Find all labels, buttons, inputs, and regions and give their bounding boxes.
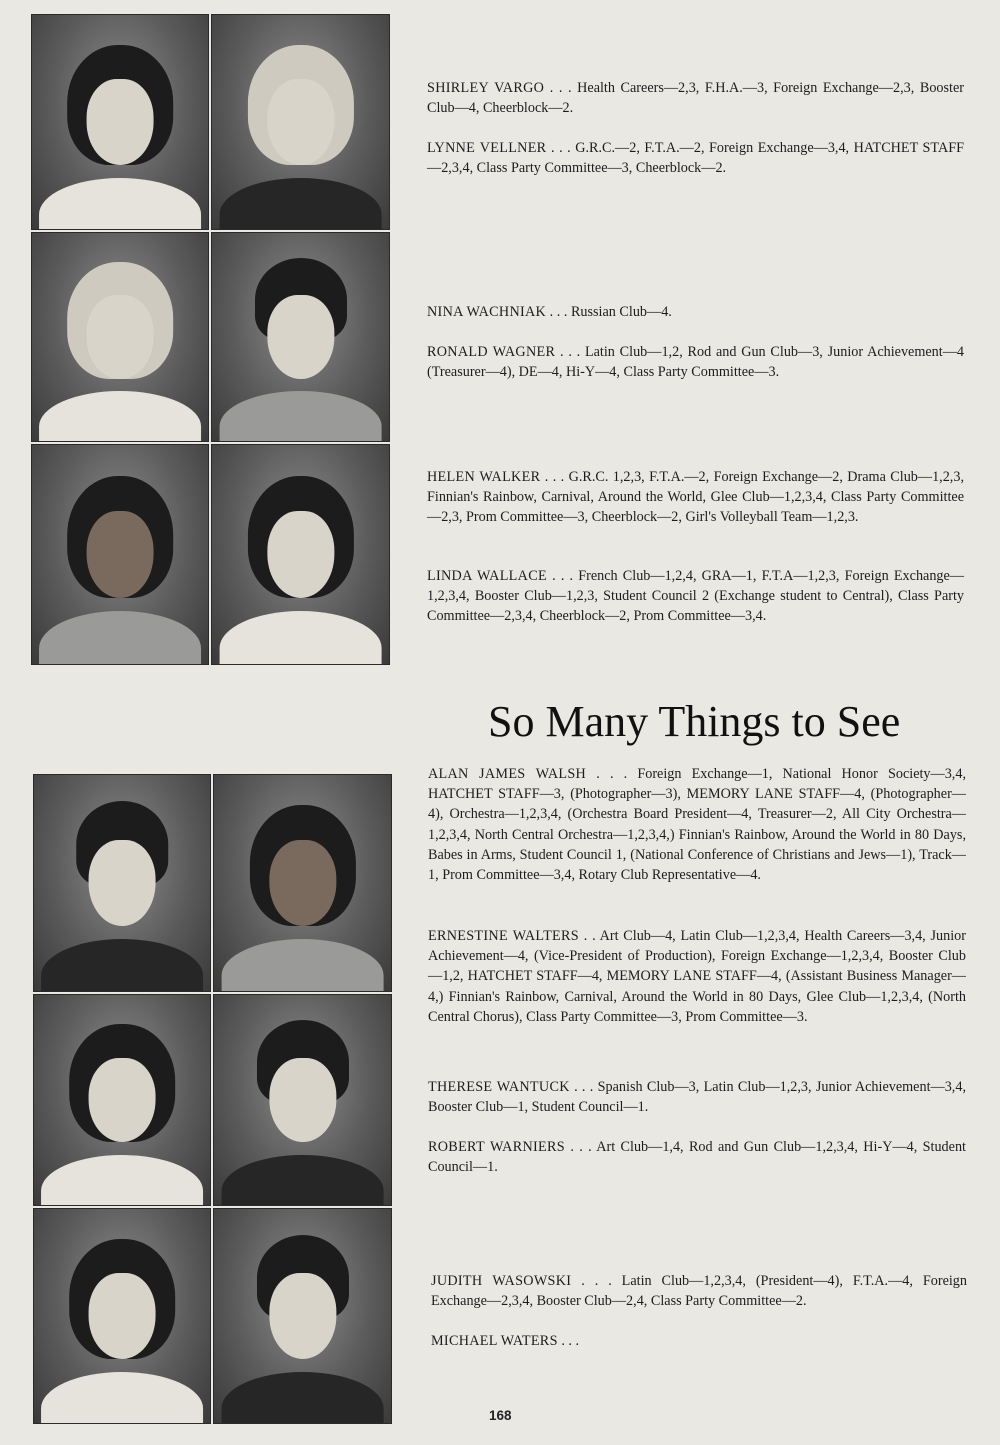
page-number: 168 [489,1408,512,1423]
student-entry [427,138,964,178]
student-entry [427,566,964,627]
portrait-photo [31,444,209,665]
section-heading: So Many Things to See [488,697,901,746]
portrait-photo [211,444,390,665]
student-entry [427,302,964,322]
student-activities: . . . Latin Club—1,2,3,4, (President—4), F.T.A.—4, Foreign Exchange—2,3,4, Booster Club—2,4, Class Party Committee—2. [431,1273,967,1310]
portrait-photo [213,994,392,1206]
student-name: RONALD WAGNER [427,344,556,360]
student-activities: . . . Latin Club—1,2, Rod and Gun Club—3, Junior Achievement—4 (Treasurer—4), DE—4, Hi-Y—4, Class Party Committee—3. [427,344,964,381]
student-entry [431,1271,967,1311]
student-activities: . . . Art Club—1,4, Rod and Gun Club—1,2,3,4, Hi-Y—4, Student Council—1. [428,1139,966,1176]
student-activities: . . . G.R.C. 1,2,3, F.T.A.—2, Foreign Exchange—2, Drama Club—1,2,3, Finnian's Rainbow, Carnival, Around the World, Glee Club—1,2,3,4, Class Party Committee—2,3, Prom Committee—3, Cheerblock—2, Girl's Volleyball Team—1,2,3. [427,469,964,526]
student-entry [427,342,964,382]
student-entry [427,78,964,118]
student-activities: . . . Russian Club—4. [546,304,672,320]
student-activities: . . . [557,1333,580,1349]
student-entry [428,764,966,885]
student-activities: . . Art Club—4, Latin Club—1,2,3,4, Health Careers—3,4, Junior Achievement—4, (Vice-President of Production), Foreign Exchange—1,2,3,4, Booster Club—1,2, HATCHET STAFF—4, MEMORY LANE STAFF—4, (Assistant Business Manager—4,) Finnian's Rainbow, Carnival, Around the World in 80 Days, Glee Club—1,2,3,4, (North Central Chorus), Class Party Committee—3, Prom Committee—3. [428,928,966,1025]
student-name: HELEN WALKER [427,469,541,485]
student-name: THERESE WANTUCK [428,1079,570,1095]
student-name: MICHAEL WATERS [431,1333,558,1349]
portrait-photo [31,14,209,230]
student-entry [428,926,966,1027]
student-name: ROBERT WARNIERS [428,1139,565,1155]
student-entry [428,1077,966,1117]
student-name: ERNESTINE WALTERS [428,928,579,944]
portrait-photo [33,994,211,1206]
student-name: ALAN JAMES WALSH [428,766,587,782]
portrait-photo [33,1208,211,1424]
portrait-photo [211,14,390,230]
student-entry [431,1331,967,1351]
student-name: SHIRLEY VARGO [427,80,545,96]
portrait-photo [31,232,209,442]
student-activities: . . . French Club—1,2,4, GRA—1, F.T.A—1,2,3, Foreign Exchange—1,2,3,4, Booster Club—1,2,3, Student Council 2 (Exchange student to Central), Class Party Committee—2,3,4, Cheerblock—2, Prom Committee—3,4. [427,568,965,625]
student-entry [427,467,964,528]
student-activities: . . . Foreign Exchange—1, National Honor Society—3,4, HATCHET STAFF—3, (Photographer—3), MEMORY LANE STAFF—4, (Photographer—4), Orchestra—1,2,3,4, (Orchestra Board President—4, Treasurer—2, All City Orchestra—1,2,3,4, North Central Orchestra—1,2,3,4,) Finnian's Rainbow, Around the World in 80 Days, Babes in Arms, Student Council 1, (National Conference of Christians and Jews—1), Track—1, Prom Committee—3,4, Rotary Club Representative—4. [428,766,966,884]
portrait-photo [213,1208,392,1424]
student-entry [428,1137,966,1177]
student-name: LYNNE VELLNER [427,140,547,156]
portrait-photo [33,774,211,992]
student-name: LINDA WALLACE [427,568,547,584]
portrait-photo [211,232,390,442]
student-activities: . . . Health Careers—2,3, F.H.A.—3, Foreign Exchange—2,3, Booster Club—4, Cheerblock—2. [427,80,965,117]
student-activities: . . . G.R.C.—2, F.T.A.—2, Foreign Exchange—3,4, HATCHET STAFF—2,3,4, Class Party Committee—3, Cheerblock—2. [427,140,964,177]
portrait-photo [213,774,392,992]
student-name: JUDITH WASOWSKI [431,1273,572,1289]
student-name: NINA WACHNIAK [427,304,547,320]
student-activities: . . . Spanish Club—3, Latin Club—1,2,3, Junior Achievement—3,4, Booster Club—1, Student Council—1. [428,1079,966,1116]
